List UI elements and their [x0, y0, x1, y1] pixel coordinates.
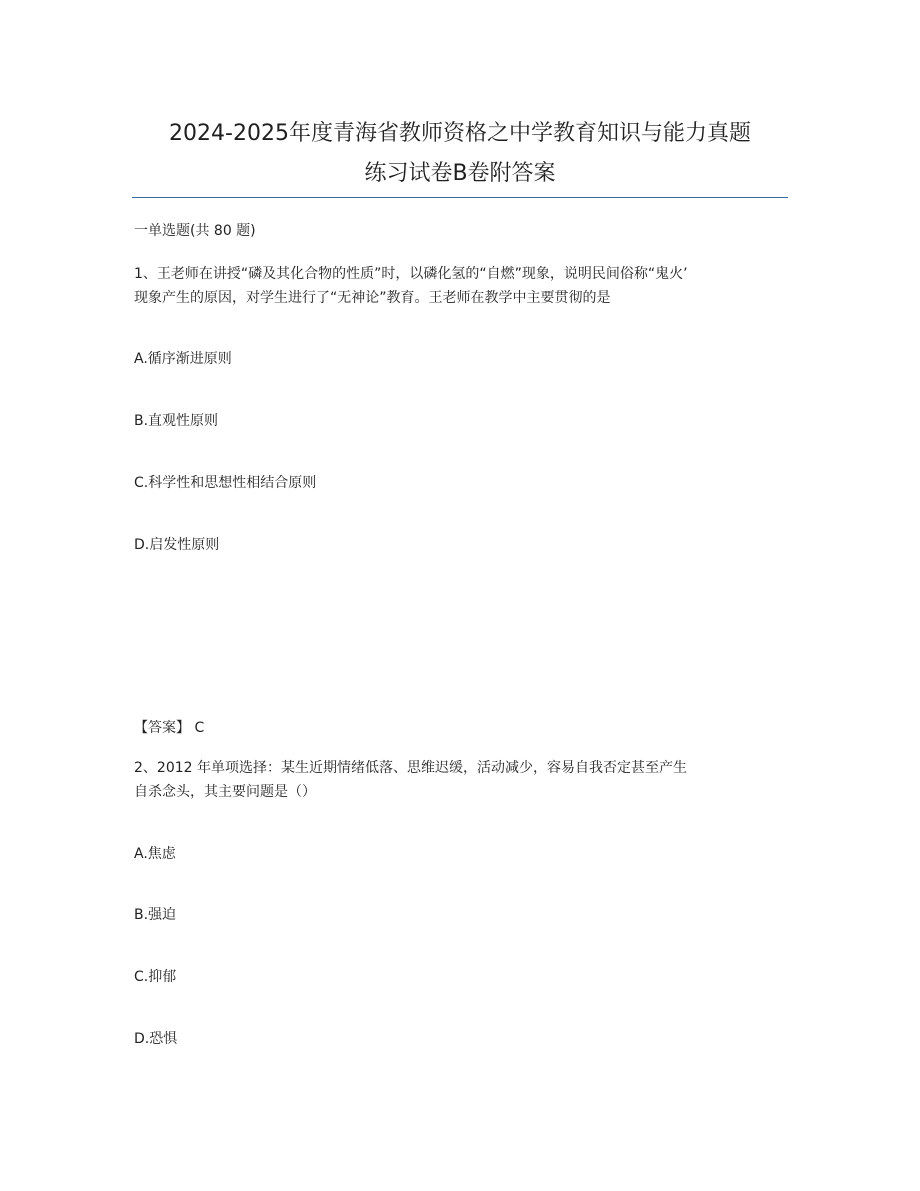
- question-2-option-d: D.恐惧: [134, 1031, 178, 1047]
- question-1-option-c: C.科学性和思想性相结合原则: [134, 475, 317, 491]
- question-1-stem-line-2: 现象产生的原因，对学生进行了“无神论”教育。王老师在教学中主要贯彻的是: [134, 290, 611, 306]
- document-title-line-1: 2024-2025年度青海省教师资格之中学教育知识与能力真题: [169, 121, 751, 146]
- question-2-stem-line-2: 自杀念头，其主要问题是（）: [134, 784, 316, 800]
- title-divider: [132, 197, 788, 198]
- question-2-option-a: A.焦虑: [134, 846, 176, 862]
- question-1-option-a: A.循序渐进原则: [134, 351, 232, 367]
- question-1-answer: 【答案】 C: [134, 720, 205, 736]
- question-1-option-b: B.直观性原则: [134, 413, 219, 429]
- section-heading: 一单选题(共 80 题): [134, 223, 256, 239]
- question-2-option-c: C.抑郁: [134, 969, 177, 985]
- question-2-stem-line-1: 2、2012 年单项选择：某生近期情绪低落、思维迟缓，活动减少，容易自我否定甚至产生: [134, 760, 687, 776]
- question-1-stem-line-1: 1、王老师在讲授“磷及其化合物的性质”时，以磷化氢的“自燃”现象，说明民间俗称“鬼火’: [134, 266, 688, 282]
- question-2-option-b: B.强迫: [134, 907, 177, 923]
- question-1-option-d: D.启发性原则: [134, 537, 220, 553]
- document-title-line-2: 练习试卷B卷附答案: [364, 161, 556, 186]
